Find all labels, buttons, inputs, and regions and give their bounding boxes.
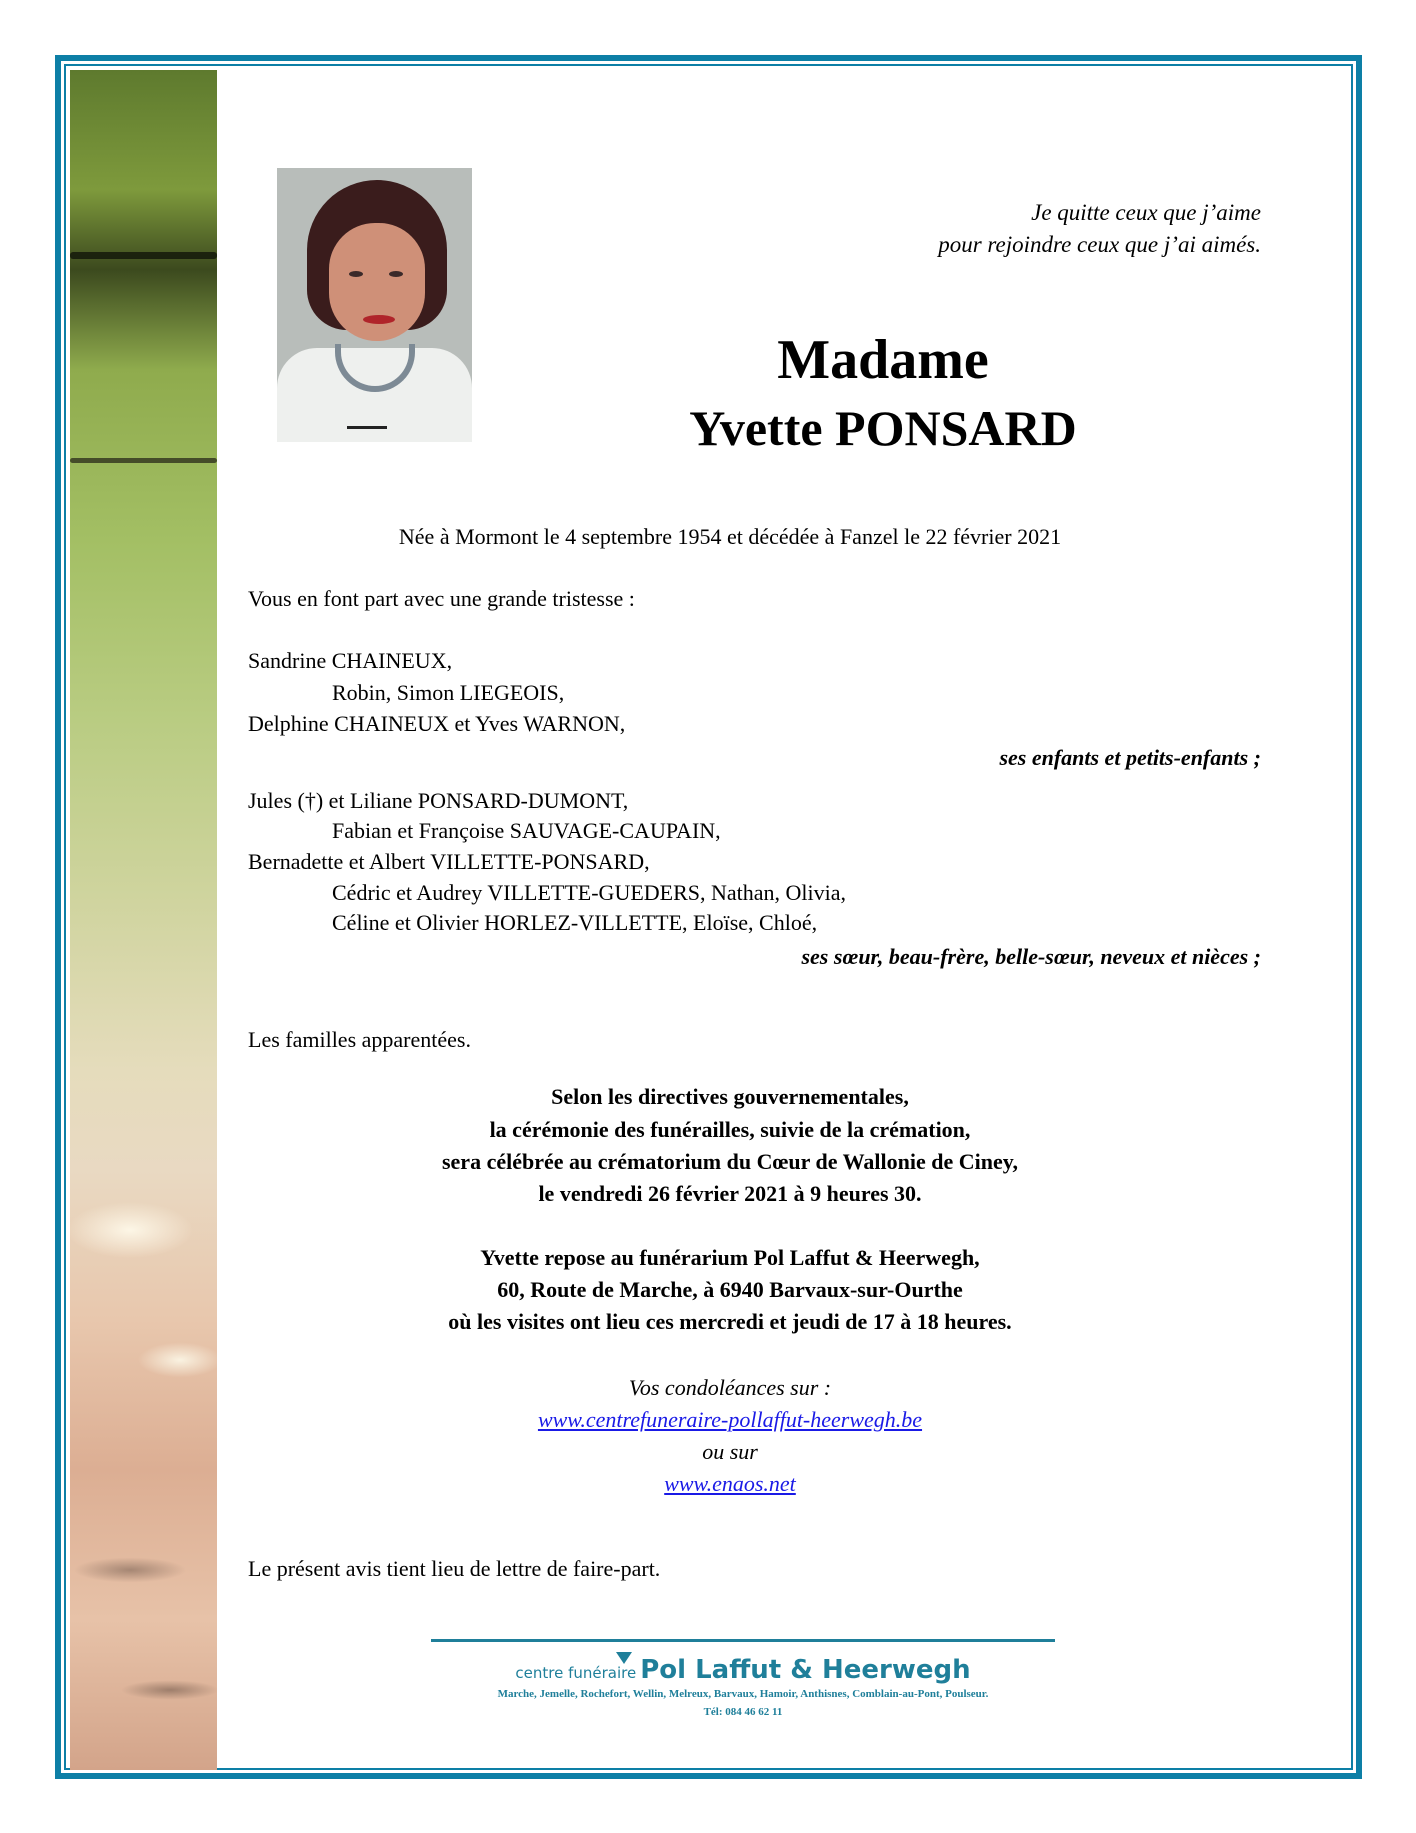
family-line: Fabian et Françoise SAUVAGE-CAUPAIN, <box>332 818 721 843</box>
decorative-branch <box>70 458 217 463</box>
ceremony-line: Selon les directives gouvernementales, <box>551 1084 909 1109</box>
quote-line: Je quitte ceux que j’aime <box>1031 200 1261 225</box>
closing-note: Le présent avis tient lieu de lettre de faire-part. <box>248 1556 661 1581</box>
ceremony-line: la cérémonie des funérailles, suivie de la crémation, <box>489 1117 971 1142</box>
quote-line: pour rejoindre ceux que j’ai aimés. <box>938 232 1261 257</box>
ceremony-line: sera célébrée au crématorium du Cœur de Wallonie de Ciney, <box>441 1149 1018 1174</box>
intro-text: Vous en font part avec une grande tristesse : <box>248 586 635 611</box>
page-title: Madame <box>777 329 989 391</box>
decorative-forest-path-image <box>70 70 217 1770</box>
footer-divider <box>431 1639 1055 1642</box>
condolences-link-row <box>0 1407 1416 1433</box>
decorative-branch <box>70 252 217 259</box>
condolences-link-funeral-center[interactable]: www.centrefuneraire-pollaffut-heerwegh.be <box>537 1407 923 1432</box>
logo-phone: Tél: 084 46 62 11 <box>703 1706 783 1718</box>
condolences-link-row <box>0 1471 1416 1497</box>
portrait-eye <box>349 271 363 277</box>
logo-brand: Pol Laffut & Heerwegh <box>640 1655 971 1685</box>
family-line: Céline et Olivier HORLEZ-VILLETTE, Eloïse, Chloé, <box>332 910 818 935</box>
portrait-eye <box>389 271 403 277</box>
family-line: Robin, Simon LIEGEOIS, <box>332 680 565 705</box>
logo-prefix: centre funéraire <box>515 1664 637 1682</box>
family-line: Jules (†) et Liliane PONSARD-DUMONT, <box>248 788 629 813</box>
family-line: Cédric et Audrey VILLETTE-GUEDERS, Nathan, Olivia, <box>332 880 847 905</box>
condolences-label: Vos condoléances sur : <box>628 1375 832 1400</box>
funeral-center-logo <box>0 1655 1416 1685</box>
logo-towns: Marche, Jemelle, Rochefort, Wellin, Melreux, Barvaux, Hamoir, Anthisnes, Comblain-au-Pont, Poulseur. <box>497 1688 989 1700</box>
portrait-mouth <box>363 315 395 324</box>
visitation-line: où les visites ont lieu ces mercredi et jeudi de 17 à 18 heures. <box>448 1309 1012 1334</box>
deceased-name: Yvette PONSARD <box>689 400 1077 456</box>
relation-label: ses sœur, beau-frère, belle-sœur, neveux et nièces ; <box>801 944 1261 969</box>
related-families: Les familles apparentées. <box>248 1027 471 1052</box>
family-line: Bernadette et Albert VILLETTE-PONSARD, <box>248 849 650 874</box>
condolences-link-enaos[interactable]: www.enaos.net <box>664 1471 796 1496</box>
family-line: Sandrine CHAINEUX, <box>248 648 453 673</box>
condolences-or-label: ou sur <box>702 1439 758 1464</box>
family-line: Delphine CHAINEUX et Yves WARNON, <box>248 711 626 736</box>
visitation-line: Yvette repose au funérarium Pol Laffut & Heerwegh, <box>480 1245 980 1270</box>
relation-label: ses enfants et petits-enfants ; <box>999 745 1261 770</box>
ceremony-line: le vendredi 26 février 2021 à 9 heures 30. <box>538 1181 922 1206</box>
visitation-line: 60, Route de Marche, à 6940 Barvaux-sur-Ourthe <box>497 1277 963 1302</box>
birth-death-line: Née à Mormont le 4 septembre 1954 et décédée à Fanzel le 22 février 2021 <box>398 524 1062 549</box>
